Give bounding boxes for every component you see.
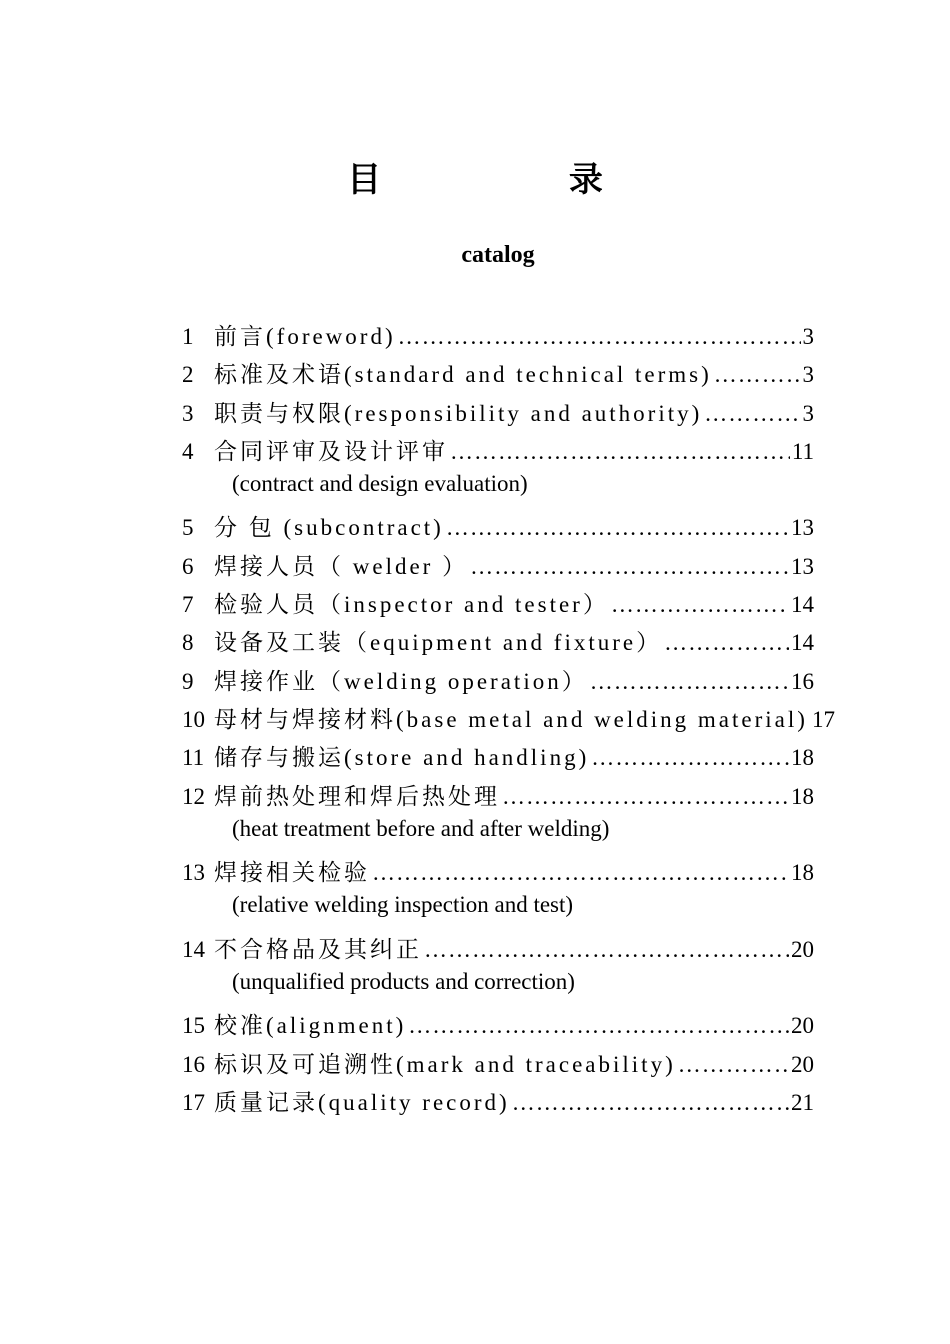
dot-leader: [446, 515, 789, 541]
toc-entry[interactable]: [182, 433, 814, 471]
toc-entry-number: 8: [182, 630, 194, 656]
toc-entry-label: 不合格品及其纠正: [214, 936, 422, 962]
toc-entry[interactable]: [182, 1084, 814, 1122]
toc-entry-number: 3: [182, 400, 194, 426]
toc-entry-page-number: 13: [791, 515, 814, 541]
toc-entry-number: 5: [182, 515, 194, 541]
toc-entry[interactable]: [182, 356, 814, 394]
toc-entry-label: 焊接作业（welding operation）: [214, 668, 588, 694]
toc-entry-number: 2: [182, 362, 194, 388]
toc-entry-continuation: (relative welding inspection and test): [232, 892, 574, 918]
toc-entry-page-number: 18: [791, 745, 814, 771]
dot-leader: [591, 745, 789, 771]
toc-entry-number: 12: [182, 783, 205, 809]
toc-entry-label: 标识及可追溯性(mark and traceability): [214, 1051, 676, 1077]
toc-entry-label: 母材与焊接材料(base metal and welding material): [214, 706, 808, 732]
toc-entry-page-number: 16: [791, 668, 814, 694]
toc-entry-number: 1: [182, 324, 194, 349]
toc-entry[interactable]: [182, 1007, 814, 1045]
dot-leader: [704, 401, 800, 427]
dot-leader: [664, 630, 789, 656]
toc-entry-label: 合同评审及设计评审: [214, 438, 448, 464]
toc-entry-label: 焊前热处理和焊后热处理: [214, 783, 500, 809]
toc-entry-number: 17: [182, 1089, 205, 1115]
toc-entry[interactable]: [182, 509, 814, 547]
toc-entry[interactable]: [182, 586, 814, 624]
toc-entry-label: 设备及工装（equipment and fixture）: [214, 630, 663, 656]
dot-leader: [611, 592, 789, 618]
page-subtitle: catalog: [461, 242, 535, 268]
toc-entry-page-number: 3: [802, 362, 814, 388]
dot-leader: [372, 860, 789, 886]
toc-entry-continuation: (contract and design evaluation): [232, 471, 528, 497]
toc-entry-label: 质量记录(quality record): [214, 1089, 510, 1115]
toc-entry-page-number: 21: [791, 1089, 814, 1115]
toc-entry-page-number: 20: [791, 1051, 814, 1077]
toc-entry-label: 职责与权限(responsibility and authority): [214, 400, 703, 426]
toc-entry-page-number: 18: [791, 783, 814, 809]
toc-entry-number: 16: [182, 1051, 205, 1077]
dot-leader: [678, 1052, 789, 1078]
toc-entry-page-number: 20: [791, 936, 814, 962]
dot-leader: [450, 439, 790, 465]
toc-entry-label: 前言(foreword): [214, 324, 396, 349]
toc-entry[interactable]: [182, 318, 814, 356]
toc-entry-label: 校准(alignment): [214, 1013, 407, 1039]
toc-entry-number: 14: [182, 936, 205, 962]
toc-entry-number: 10: [182, 706, 205, 732]
toc-entry-number: 4: [182, 438, 194, 464]
toc-entry-number: 13: [182, 860, 205, 886]
toc-entry[interactable]: [182, 739, 814, 777]
toc-entry[interactable]: [182, 778, 814, 816]
toc-entry-number: 9: [182, 668, 194, 694]
toc-entry-page-number: 20: [791, 1013, 814, 1039]
toc-entry[interactable]: [182, 1046, 814, 1084]
dot-leader: [714, 362, 801, 388]
toc-entry-label: 焊接相关检验: [214, 860, 370, 886]
toc-entry[interactable]: [182, 624, 814, 662]
toc-entry-label: 储存与搬运(store and handling): [214, 745, 590, 771]
toc-entry-label: 检验人员（inspector and tester）: [214, 592, 609, 618]
toc-entry-number: 7: [182, 592, 194, 618]
toc-entry-page-number: 13: [791, 553, 814, 579]
toc-entry-page-number: 3: [802, 400, 814, 426]
dot-leader: [512, 1090, 789, 1116]
toc-entry-continuation: (heat treatment before and after welding): [232, 815, 610, 841]
toc-entry-page-number: 14: [791, 592, 814, 618]
toc-entry[interactable]: [182, 663, 814, 701]
toc-entry-page-number: 18: [791, 860, 814, 886]
toc-entry-number: 15: [182, 1013, 205, 1039]
toc-entry-page-number: 17: [811, 706, 835, 732]
toc-entry-page-number: 14: [791, 630, 814, 656]
dot-leader: [408, 1013, 789, 1039]
toc-entry[interactable]: [182, 854, 814, 892]
toc-entry-page-number: 11: [791, 438, 814, 464]
dot-leader: [424, 937, 789, 963]
toc-entry-label: 分 包 (subcontract): [214, 515, 444, 541]
toc-entry-label: 标准及术语(standard and technical terms): [214, 362, 712, 388]
dot-leader: [590, 669, 789, 695]
toc-entry[interactable]: [182, 548, 814, 586]
toc-entry-continuation: (unqualified products and correction): [232, 969, 575, 995]
toc-entry-label: 焊接人员（ welder ）: [214, 553, 469, 579]
toc-entry-number: 6: [182, 553, 194, 579]
toc-entry[interactable]: [182, 395, 814, 433]
toc-entry[interactable]: [182, 931, 814, 969]
dot-leader: [470, 554, 789, 580]
dot-leader: [502, 784, 789, 810]
table-of-contents: [182, 318, 835, 1122]
page-title: 目 录: [347, 160, 691, 200]
toc-entry-page-number: 3: [802, 324, 814, 349]
dot-leader: [398, 324, 801, 350]
toc-entry-number: 11: [182, 745, 205, 771]
toc-entry[interactable]: [182, 701, 835, 739]
